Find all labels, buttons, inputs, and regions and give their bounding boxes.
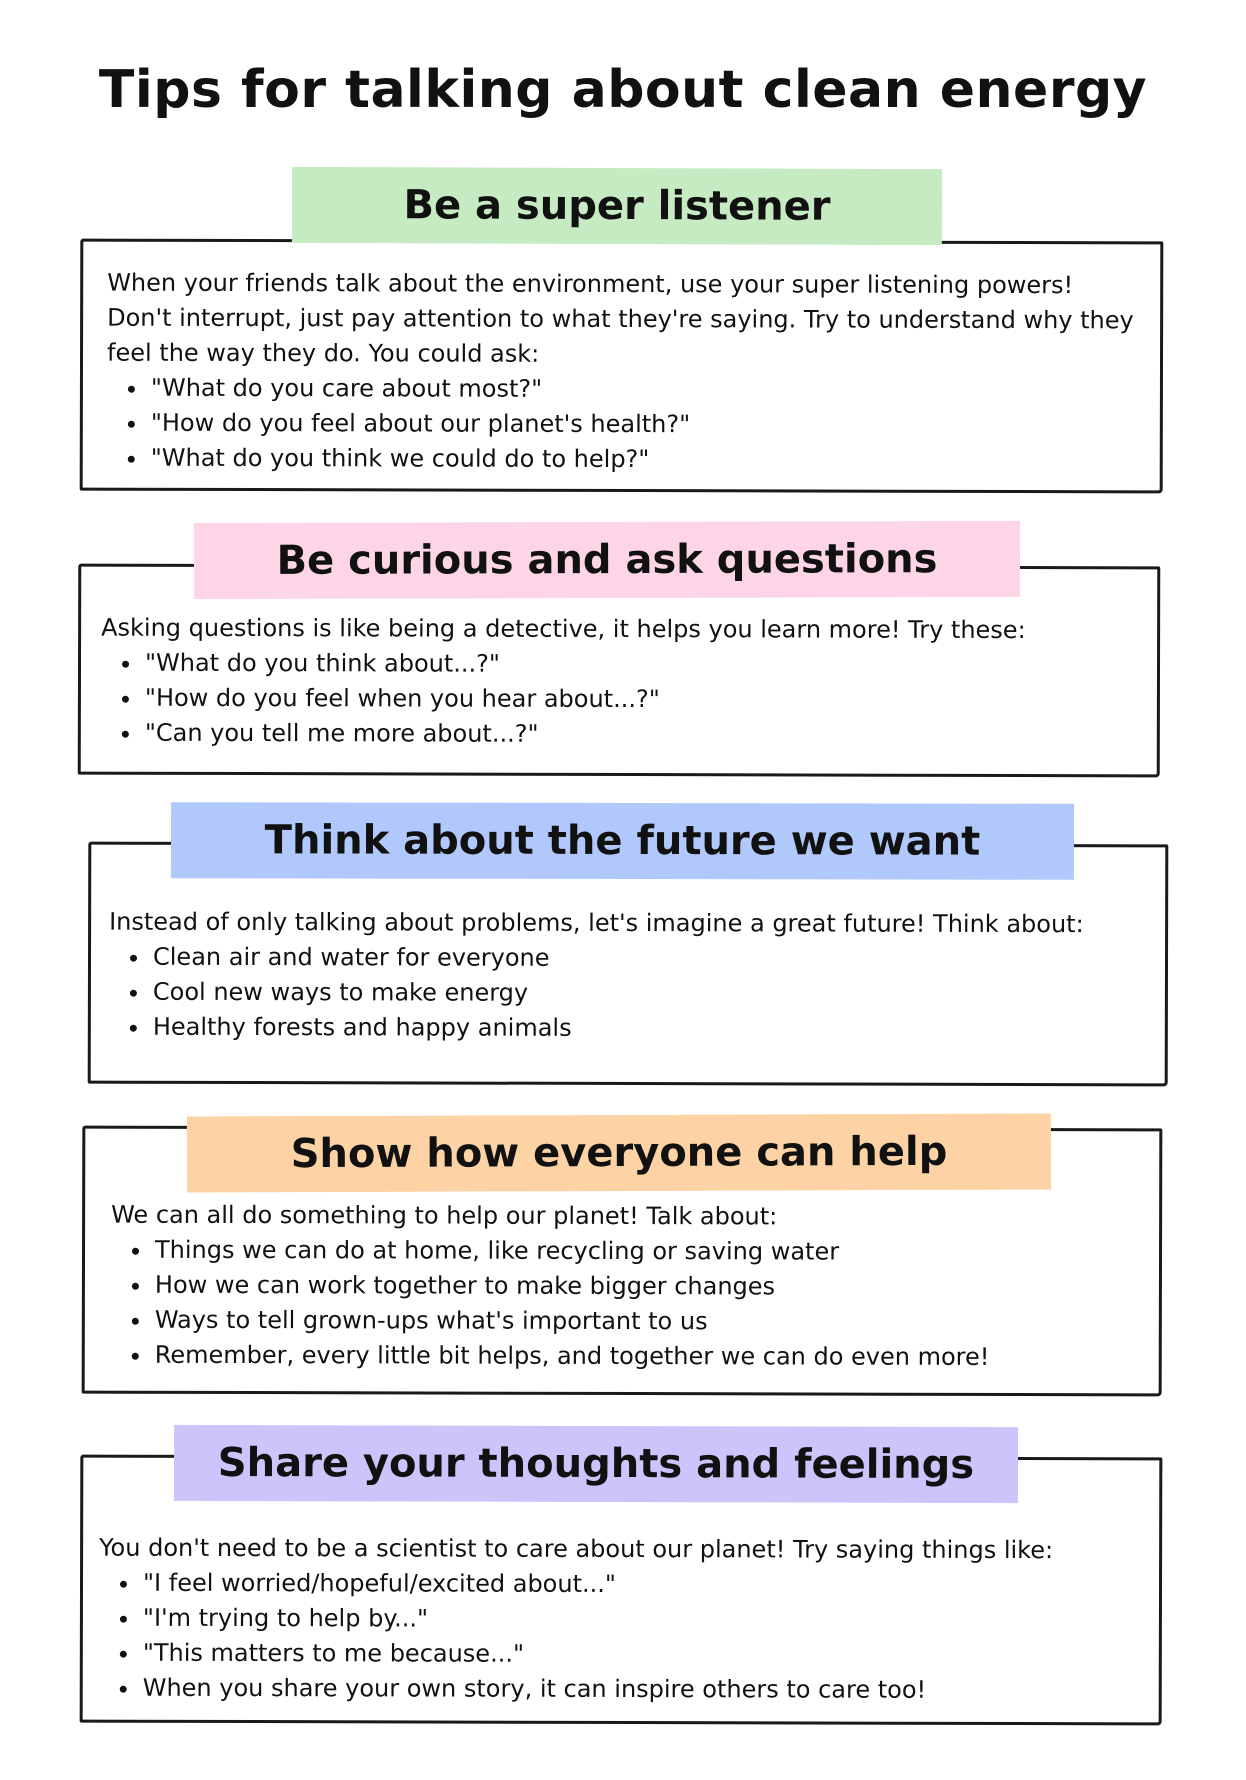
section-heading-listener: Be a super listener (292, 167, 942, 245)
section-heading-future: Think about the future we want (171, 802, 1074, 880)
bullet-list (101, 646, 1131, 754)
section-card-listener (80, 239, 1164, 494)
section-intro: Asking questions is like being a detective, it helps you learn more! Try these: (101, 613, 1026, 645)
bullet-list (111, 1233, 1151, 1376)
list-item: • "Can you tell me more about...?" (143, 716, 1131, 754)
section-heading-help: Show how everyone can help (187, 1113, 1051, 1192)
list-item: • Ways to tell grown-ups what's important to us (153, 1303, 1151, 1341)
bullet-list (109, 940, 1149, 1048)
list-item: • Clean air and water for everyone (151, 940, 1149, 978)
list-item: • "What do you think about...?" (143, 646, 1131, 684)
list-item: • "I feel worried/hopeful/excited about..." (141, 1566, 1139, 1604)
list-item: • "How do you feel when you hear about...?" (143, 681, 1131, 719)
list-item: • Things we can do at home, like recycling or saving water (153, 1233, 1151, 1271)
section-intro: Instead of only talking about problems, let's imagine a great future! Think about: (109, 907, 1084, 939)
section-heading-share: Share your thoughts and feelings (174, 1425, 1018, 1503)
list-item: • "How do you feel about our planet's health?" (149, 406, 1137, 444)
list-item: • "What do you think we could do to help?" (149, 441, 1137, 479)
list-item: • Cool new ways to make energy (151, 975, 1149, 1013)
list-item: • How we can work together to make bigger changes (153, 1268, 1151, 1306)
bullet-list (99, 1566, 1139, 1709)
list-item: • Healthy forests and happy animals (151, 1010, 1149, 1048)
list-item: • "What do you care about most?" (149, 371, 1137, 409)
bullet-list (107, 371, 1137, 479)
list-item: • "I'm trying to help by..." (141, 1601, 1139, 1639)
section-intro: When your friends talk about the environment, use your super listening powers! Don't interrupt, just pay attention to what they're saying. Try to understand why they feel the way they do. You could ask: (106, 268, 1134, 368)
list-item: • Remember, every little bit helps, and together we can do even more! (153, 1338, 1151, 1376)
section-heading-curious: Be curious and ask questions (194, 521, 1020, 599)
section-intro: You don't need to be a scientist to care about our planet! Try saying things like: (99, 1533, 1054, 1565)
list-item: • When you share your own story, it can inspire others to care too! (141, 1671, 1139, 1709)
list-item: • "This matters to me because..." (141, 1636, 1139, 1674)
page-title: Tips for talking about clean energy (98, 60, 1148, 120)
section-intro: We can all do something to help our planet! Talk about: (111, 1200, 778, 1231)
